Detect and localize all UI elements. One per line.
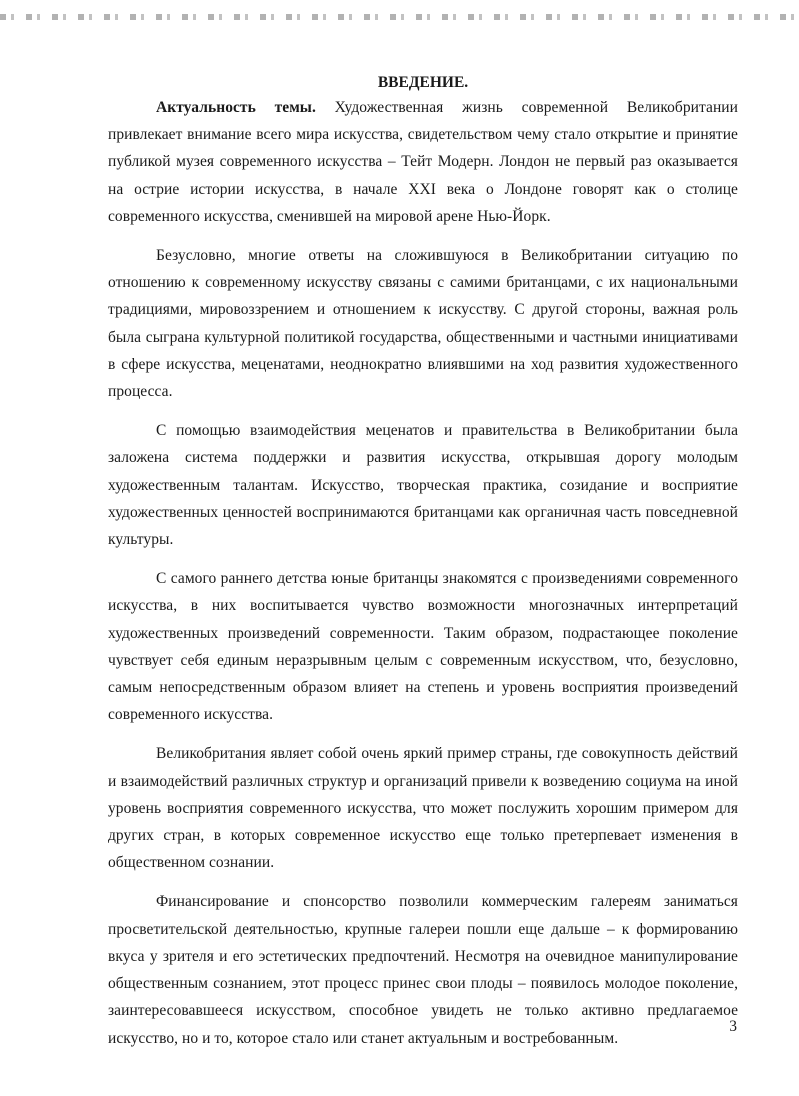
paragraph-text: Художественная жизнь современной Великобритании привлекает внимание всего мира искусства, свидетельством чему стало открытие и принятие публикой музея современного искусства – Тейт Модерн. Лондон не первый раз оказывается на острие истории искусства, в начале XXI века о Лондоне говорят как о столице современного искусства, сменившей на мировой арене Нью-Йорк. — [108, 99, 738, 225]
paragraph: Финансирование и спонсорство позволили коммерческим галереям заниматься просветительской деятельностью, крупные галереи пошли еще дальше – к формированию вкуса у зрителя и его эстетических предпочтений. Несмотря на очевидное манипулирование общественным сознанием, этот процесс принес свои плоды – появилось молодое поколение, заинтересовавшееся искусством, способное увидеть не только активно предлагаемое искусство, но и то, которое стало или станет актуальным и востребованным. — [108, 893, 738, 1047]
paragraph: С самого раннего детства юные британцы знакомятся с произведениями современного искусства, в них воспитывается чувство возможности многозначных интерпретаций художественных произведений современности. Таким образом, подрастающее поколение чувствует себя единым неразрывным целым с современным искусством, что, безусловно, самым непосредственным образом влияет на степень и уровень восприятия произведений современного искусства. — [108, 570, 738, 724]
scan-artifact-line — [0, 14, 799, 20]
paragraph-lead: Актуальность темы. — [156, 99, 316, 116]
paragraph: С помощью взаимодействия меценатов и правительства в Великобритании была заложена система поддержки и развития искусства, открывшая дорогу молодым художественным талантам. Искусство, творческая практика, созидание и восприятие художественных ценностей воспринимаются британцами как органичная часть повседневной культуры. — [108, 422, 738, 549]
document-page — [108, 72, 738, 1064]
page-number: 3 — [729, 1018, 737, 1035]
document-title: ВВЕДЕНИЕ. — [377, 74, 469, 91]
paragraph: Великобритания являет собой очень яркий пример страны, где совокупность действий и взаимодействий различных структур и организаций привели к возведению социума на иной уровень восприятия современного искусства, что может послужить хорошим примером для других стран, в которых современное искусство еще только претерпевает изменения в общественном сознании. — [108, 745, 738, 872]
paragraph-relevance — [108, 94, 738, 230]
paragraph: Безусловно, многие ответы на сложившуюся в Великобритании ситуацию по отношению к современному искусству связаны с самими британцами, с их национальными традициями, мировоззрением и отношением к искусству. С другой стороны, важная роль была сыграна культурной политикой государства, общественными и частными инициативами в сфере искусства, меценатами, неоднократно влиявшими на ход развития художественного процесса. — [108, 247, 738, 401]
